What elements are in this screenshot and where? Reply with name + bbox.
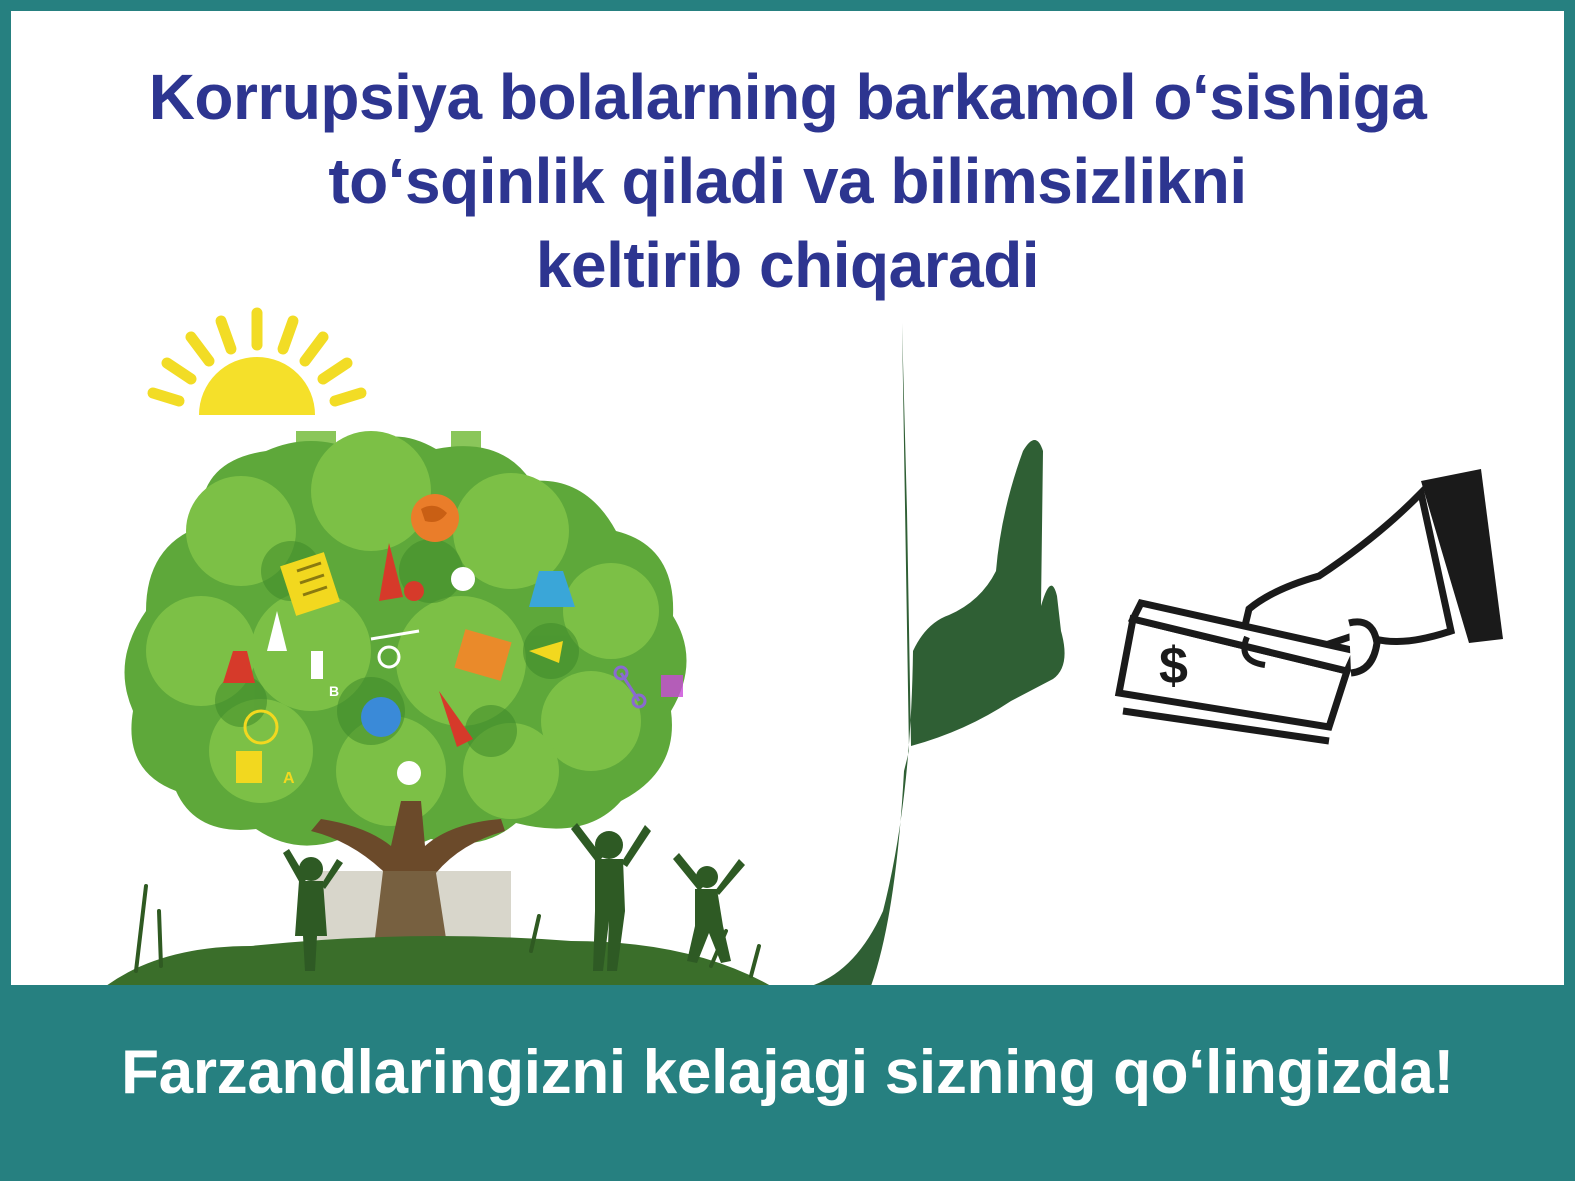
globe-icon-blue: [361, 697, 401, 737]
headline-line-3: keltirib chiqaradi: [535, 229, 1040, 301]
lightbulb-icon-white-2: [397, 761, 421, 785]
stop-hand-icon: [811, 323, 1065, 985]
screen-icon-purple: [661, 675, 683, 697]
slogan: Farzandlaringizni kelajagi sizning qo‘lingizda!: [121, 1038, 1454, 1107]
headline-line-1: Korrupsiya bolalarning barkamol o‘sishiga: [148, 61, 1427, 133]
bribe-hand-icon: [1119, 469, 1503, 741]
letter-b-label: B: [329, 683, 340, 699]
gear-icon-red: [404, 581, 424, 601]
sun-icon: [153, 313, 361, 415]
calculator-icon-yellow: [236, 751, 262, 783]
letter-a-label: A: [283, 770, 295, 787]
footer-band: [0, 985, 1575, 1181]
dollar-sign: $: [1159, 637, 1188, 695]
illustration: [11, 11, 1564, 985]
headline-line-2: to‘sqinlik qiladi va bilimsizlikni: [328, 145, 1247, 217]
test-tube-icon-white: [311, 651, 323, 679]
poster-panel: [11, 11, 1564, 985]
child-right: [673, 853, 745, 963]
lightbulb-icon-white: [451, 567, 475, 591]
